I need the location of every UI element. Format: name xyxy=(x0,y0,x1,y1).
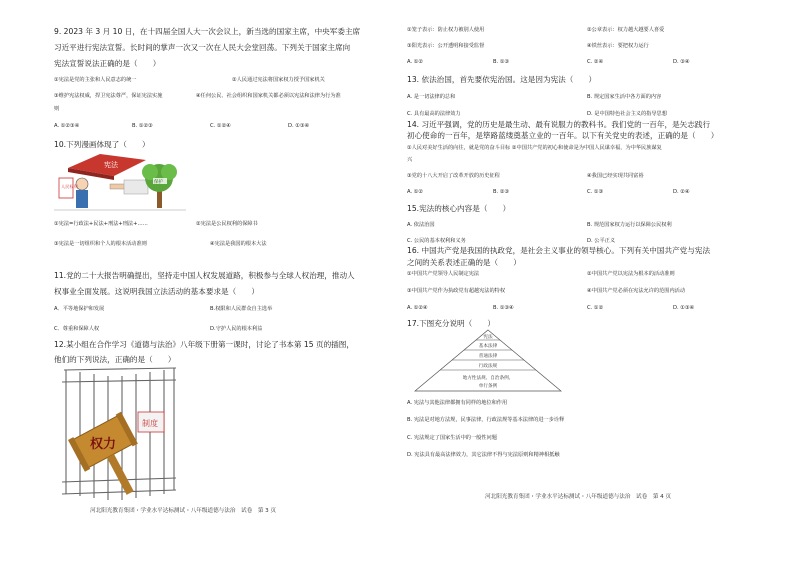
q14-answer-c: C. ①③ xyxy=(587,189,604,195)
q11-answer-d: D.守护人民的根本利益 xyxy=(210,326,263,332)
q16-line-1: 16. 中国共产党是我国的执政党，是社会主义事业的领导核心。下列有关中国共产党与宪法 xyxy=(407,246,711,255)
q9-option-2: ②人民通过宪法将国家权力授予国家机关 xyxy=(232,77,325,83)
q12-answer-b: B. ①③ xyxy=(493,59,510,65)
q12-line-2: 他们的下列说法，正确的是（ ） xyxy=(54,355,176,364)
pyramid-level-3: 普通法律 xyxy=(478,354,498,359)
q9-option-4: ④任何公民、社会组织和国家机关都必须以宪法和法律为行为准 xyxy=(196,93,341,99)
q14-option-3: ③党的十八大开启了改革开放的历史征程 xyxy=(407,173,500,179)
q14-answer-b: B. ②③ xyxy=(493,189,510,195)
q11-line-2: 权事业全面发展。这说明我国立法活动的基本要求是（ ） xyxy=(54,287,260,296)
q11-answer-b: B.权限和人民群众自主选举 xyxy=(210,306,273,312)
cartoon-doc-text: 人民权利 xyxy=(61,184,78,189)
q13-answer-b: B. 规定国家生活中各方面的内容 xyxy=(587,94,662,100)
pyramid-level-5: 地方性法规、自治条例、 xyxy=(462,376,514,381)
q16-answer-c: C. ①② xyxy=(587,305,604,311)
q16-option-3: ③中国共产党作为执政党有超越宪法的特权 xyxy=(407,288,506,294)
q10-stem: 10.下列漫画体现了（ ） xyxy=(54,140,150,149)
q14-line-2: 初心使命的一百年，是筚路蓝缕奠基立业的一百年。以下有关党史的表述，正确的是（ ） xyxy=(407,131,719,140)
q10-cartoon-image xyxy=(54,150,186,214)
q17-stem: 17.下图充分说明（ ） xyxy=(407,319,496,328)
q17-answer-d: D. 宪法具有最高法律效力，其它法律不得与宪法原则和精神相抵触 xyxy=(407,452,560,458)
q13-answer-d: D. 是中国特色社会主义的指导思想 xyxy=(587,111,667,117)
q9-line-1: 9. 2023 年 3 月 10 日，在十四届全国人大一次会议上，新当选的国家主席，中央军委主席 xyxy=(54,27,361,36)
q15-answer-d: D. 公平正义 xyxy=(587,238,616,244)
cage-hammer-text: 权力 xyxy=(90,437,117,452)
q9-answer-a: A. ①②③④ xyxy=(54,123,80,129)
q9-option-3: ③维护宪法权威，捍卫宪法尊严，保证宪法实施 xyxy=(54,93,163,99)
q10-option-1: ①宪法=行政法+民法+刑法+刑法+…… xyxy=(54,221,148,227)
q16-option-1: ①中国共产党领导人民制定宪法 xyxy=(407,271,480,277)
page-4 xyxy=(397,0,794,561)
cage-sign-text: 制度 xyxy=(142,419,158,428)
q12-option-1: ①笼子表示：防止权力被别人使用 xyxy=(407,27,485,33)
q9-option-1: ①宪法是党的主张和人民意志的统一 xyxy=(54,77,137,83)
q15-stem: 15.宪法的核心内容是（ ） xyxy=(407,204,511,213)
q12-answer-d: D. ③④ xyxy=(673,59,690,65)
q15-answer-a: A. 依法治国 xyxy=(407,222,435,228)
q14-answer-d: D. ②④ xyxy=(673,189,690,195)
law-hierarchy-pyramid xyxy=(413,329,563,393)
q10-option-3: ③宪法是一切组织和个人的根本活动准则 xyxy=(54,241,147,247)
q9-line-3: 宪法宣誓说法正确的是（ ） xyxy=(54,59,161,68)
q12-answer-a: A. ①② xyxy=(407,59,424,65)
footer-page-3: 河北阳光教育集团・学业水平达标测试・八年级道德与法治 试卷 第 3 页 xyxy=(90,508,277,514)
q11-answer-a: A．平等地保护和发展 xyxy=(54,306,105,312)
q16-line-2: 之间的关系表述正确的是（ ） xyxy=(407,258,521,267)
q14-option-2-cont: 兴 xyxy=(407,157,413,163)
q16-option-2: ②中国共产党以宪法为根本的活动准则 xyxy=(587,271,675,277)
q11-answer-c: C．尊重和保障人权 xyxy=(54,326,100,332)
q16-answer-b: B. ①③④ xyxy=(493,305,514,311)
q15-answer-c: C. 公民的基本权利和义务 xyxy=(407,238,466,244)
cartoon-roof-text: 宪法 xyxy=(104,161,118,169)
q16-answer-d: D. ①③④ xyxy=(673,305,695,311)
footer-page-4: 河北阳光教育集团・学业水平达标测试・八年级道德与法治 试卷 第 4 页 xyxy=(485,494,672,500)
q16-option-4: ④中国共产党必须在宪法允许的范围内活动 xyxy=(587,288,686,294)
q14-answer-a: A. ①② xyxy=(407,189,424,195)
q12-answer-c: C. ②④ xyxy=(587,59,604,65)
cartoon-tree-text: 保护 xyxy=(154,180,163,185)
q9-line-2: 习近平进行宪法宣誓。长时间的掌声一次又一次在人民大会堂回荡。下列关于国家主席向 xyxy=(54,43,351,52)
q13-answer-a: A. 是一切法律的总和 xyxy=(407,94,456,100)
q9-option-4-cont: 则 xyxy=(54,106,60,112)
q14-line-1: 14. 习近平强调，党的历史是最生动、最有说服力的教科书。我们党的一百年，是矢志践行 xyxy=(407,120,711,129)
q17-answer-c: C. 宪法规定了国家生活中的一般性问题 xyxy=(407,435,497,441)
q13-stem: 13. 依法治国，首先要依宪治国。这是因为宪法（ ） xyxy=(407,75,597,84)
q14-option-1-2: ①人民对美好生活的向往，就是党的奋斗目标 ②中国共产党的初心和使命是为中国人民谋幸福，为中华民族谋复 xyxy=(407,145,662,151)
q17-answer-a: A. 宪法与其他法律都拥有同样的地位和作用 xyxy=(407,400,508,406)
q9-answer-d: D. ①③④ xyxy=(288,123,310,129)
q11-line-1: 11.党的二十大报告明确提出，坚持走中国人权发展道路，积极参与全球人权治理，推动人 xyxy=(54,271,355,280)
q12-option-3: ③阳光表示：公开透明和接受监督 xyxy=(407,43,485,49)
q9-answer-c: C. ①②④ xyxy=(210,123,231,129)
q10-option-4: ④宪法是我国的根本大法 xyxy=(210,241,267,247)
q17-answer-b: B. 宪法是对地方法规，民事法律，行政法规等基本法律的进一步诠释 xyxy=(407,417,565,423)
pyramid-level-2: 基本法律 xyxy=(478,344,498,349)
q14-option-4: ④我国已经实现共同富裕 xyxy=(587,173,644,179)
pyramid-level-5-cont: 单行条例 xyxy=(478,384,498,389)
pyramid-level-1: 宪法 xyxy=(483,335,493,340)
q13-answer-c: C. 具有最高的法律效力 xyxy=(407,111,461,117)
pyramid-level-4: 行政法规 xyxy=(478,364,498,369)
q16-answer-a: A. ①②④ xyxy=(407,305,428,311)
q10-option-2: ②宪法是公民权利的保障书 xyxy=(196,221,258,227)
q12-option-4: ④铁丝表示：要把权力运行 xyxy=(587,43,649,49)
q15-answer-b: B. 规范国家权力运行以保障公民权利 xyxy=(587,222,672,228)
q9-answer-b: B. ①②③ xyxy=(132,123,153,129)
q12-cage-image xyxy=(56,362,180,504)
q12-option-2: ②公章表示：权力越大越要人喜爱 xyxy=(587,27,665,33)
q12-line-1: 12.某小组在合作学习《道德与法治》八年级下册第一课时，讨论了书本第 15 页的插图， xyxy=(54,340,354,349)
